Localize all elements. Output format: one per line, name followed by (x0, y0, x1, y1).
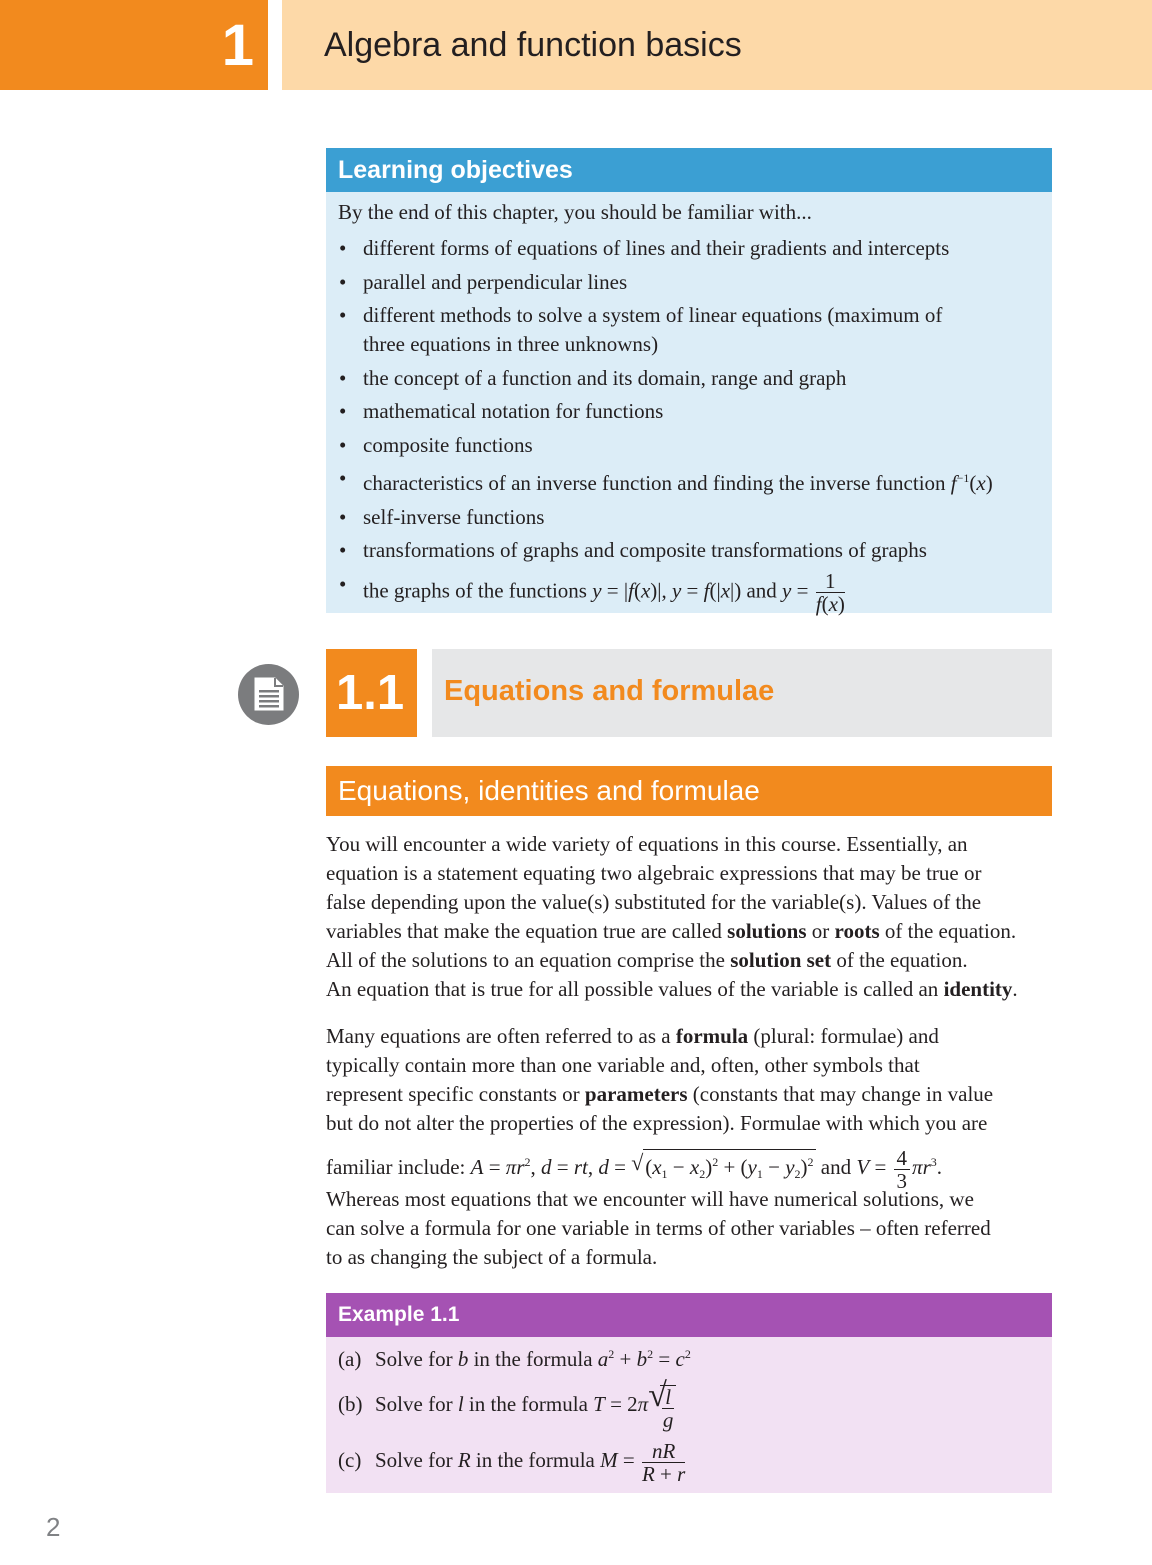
term-solution-set: solution set (730, 948, 832, 972)
learning-objectives-heading: Learning objectives (326, 148, 1052, 192)
learning-objectives-list (338, 234, 1043, 619)
example-item-a: (a) Solve for b in the formula $a^2 + b^2 = c^2$ (338, 1347, 691, 1371)
document-icon[interactable] (238, 664, 299, 725)
chapter-number: 1 (221, 13, 254, 78)
paragraph-formulae: Many equations are often referred to as a formula (plural: formulae) and typically contain more than one variable and, often, other symbols that represent specific constants or parameters (constants that may change in value but do not alter the properties of the expression). Formulae with which you are familiar include: $A = \pi r^2$, d = rt, d = √ $(x_1 - x_2)^2 + (y_1 - y_2)^2$ and V = $\frac{4}{3}$ $\pi r^3$. (326, 1022, 1056, 1184)
section-number: 1.1 (336, 666, 405, 720)
list-item: • self-inverse functions (338, 503, 1043, 532)
subsection-banner (326, 766, 1052, 816)
example-box (326, 1293, 1052, 1493)
term-solutions: solutions (727, 919, 807, 943)
section-title: Equations and formulae (444, 675, 775, 707)
chapter-number-box (0, 0, 268, 90)
learning-objectives-box (326, 148, 1052, 616)
list-item: • composite functions (338, 431, 1043, 460)
chapter-title: Algebra and function basics (324, 26, 742, 64)
chapter-title-box (282, 0, 1152, 90)
section-number-box (326, 649, 417, 737)
term-identity: identity (943, 977, 1013, 1001)
list-item: • characteristics of an inverse function and finding the inverse function $f^{-1}(x)$ (338, 464, 1043, 498)
term-formula: formula (675, 1024, 749, 1048)
learning-objectives-intro: By the end of this chapter, you should be familiar with... (338, 200, 812, 224)
list-item: • transformations of graphs and composite transformations of graphs (338, 536, 1043, 565)
term-roots: roots (834, 919, 880, 943)
section-title-box (432, 649, 1052, 737)
term-parameters: parameters (584, 1082, 688, 1106)
paragraph-subject: Whereas most equations that we encounter will have numerical solutions, we can solve a formula for one variable in terms of other variables – often referred to as changing the subject of a formula. (326, 1187, 991, 1269)
paragraph-equations: You will encounter a wide variety of equations in this course. Essentially, an equation is a statement equating two algebraic expressions that may be true or false depending upon the value(s) substituted for the variable(s). Values of the variables that make the equation true are called solutions or roots of the equation. All of the solutions to an equation comprise the solution set of the equation. An equation that is true for all possible values of the variable is called an identity. (326, 832, 1018, 1001)
formula-list: familiar include: $A = \pi r^2$, d = rt, d = √ $(x_1 - x_2)^2 + (y_1 - y_2)^2$ and V = $\frac{4}{3}$ $\pi r^3$. (326, 1145, 942, 1193)
list-item: • the graphs of the functions y = |f(x)|, y = f(|x|) and y = $\frac{1}{f(x)}$ (338, 570, 1043, 615)
list-item: • mathematical notation for functions (338, 397, 1043, 426)
list-item: • the concept of a function and its domain, range and graph (338, 364, 1043, 393)
list-item: • different methods to solve a system of linear equations (maximum of three equations in three unknowns) (338, 301, 1043, 359)
example-item-c: (c) Solve for R in the formula M = $\frac{nR}{R + r}$ (338, 1438, 686, 1486)
example-heading: Example 1.1 (326, 1293, 1052, 1337)
list-item: • parallel and perpendicular lines (338, 268, 1043, 297)
example-item-b: (b) Solve for l in the formula T = 2π √ $\frac{l}{g}$ (338, 1379, 676, 1429)
page-number: 2 (46, 1512, 61, 1542)
subsection-title: Equations, identities and formulae (338, 775, 760, 806)
fraction: $\frac{1}{f(x)}$ (815, 568, 845, 616)
list-item: • different forms of equations of lines and their gradients and intercepts (338, 234, 1043, 263)
